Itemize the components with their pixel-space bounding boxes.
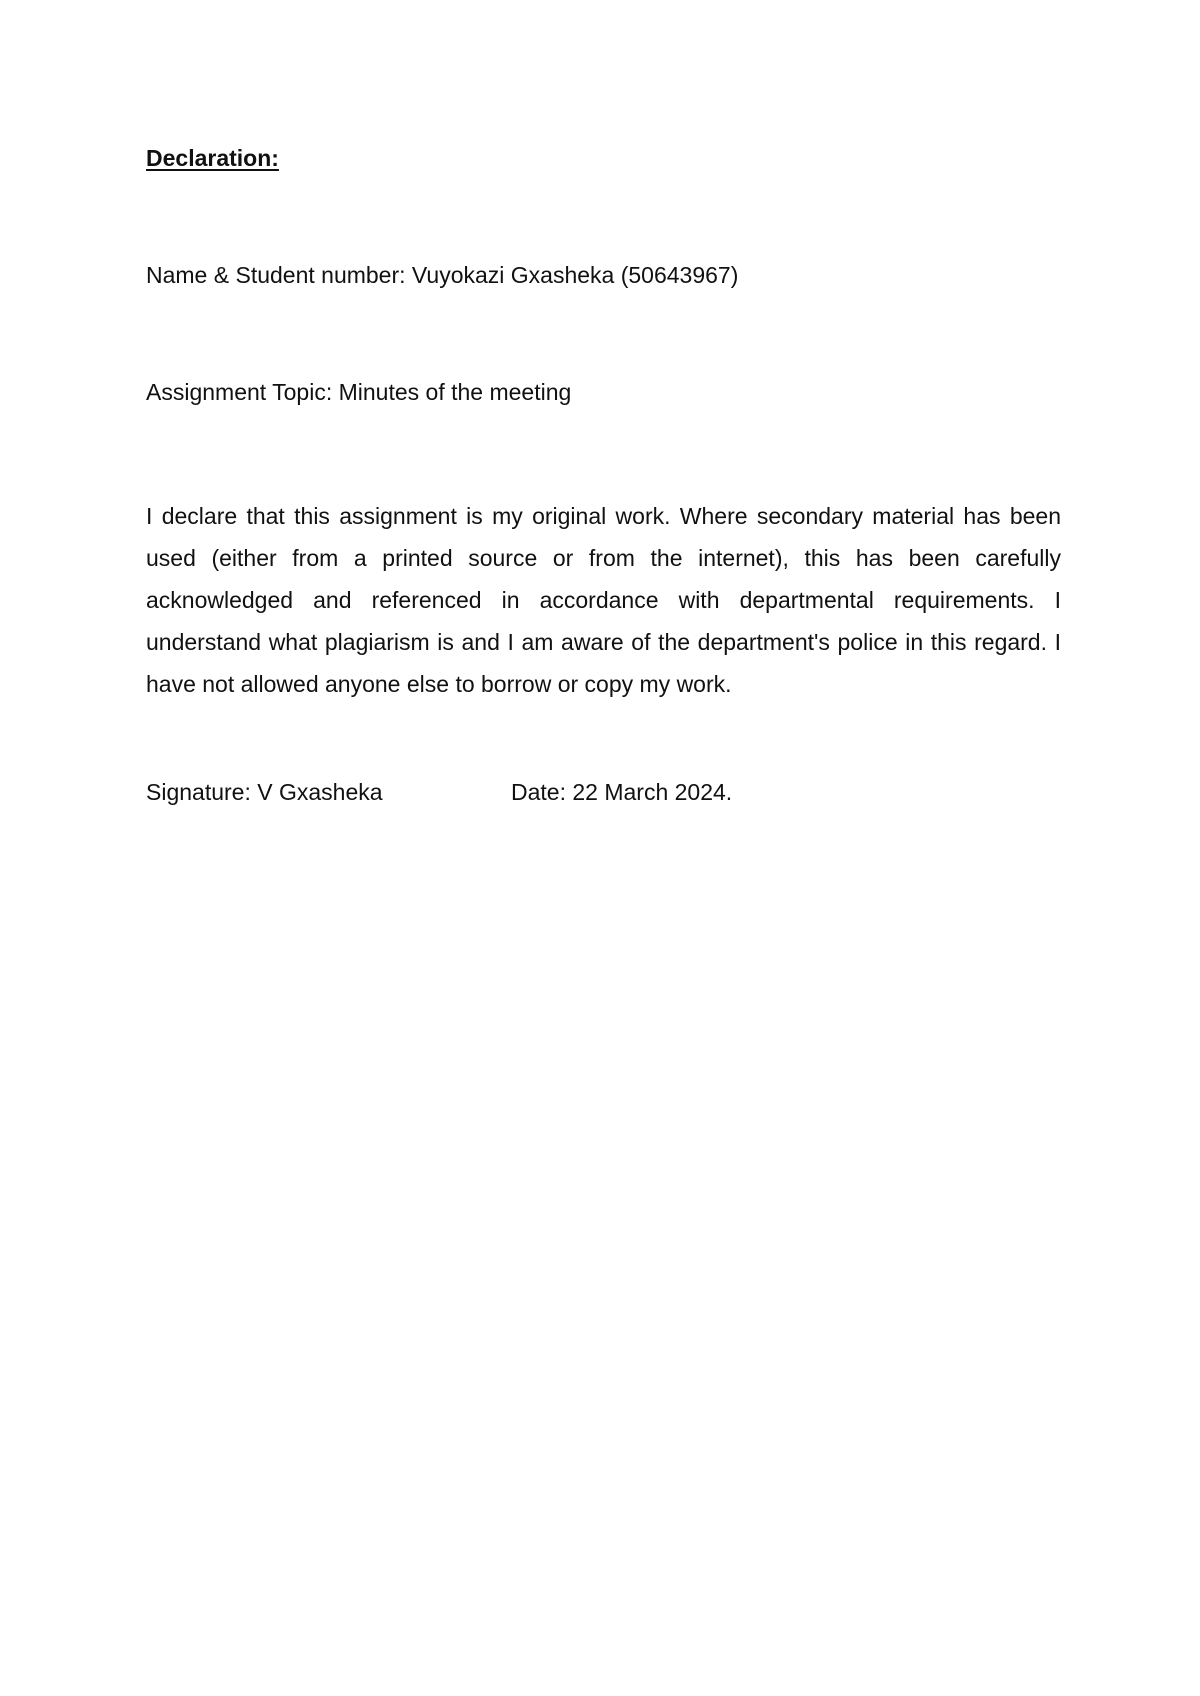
date-text: Date: 22 March 2024. [511,779,733,805]
signature-text: Signature: V Gxasheka [146,779,383,805]
declaration-paragraph: I declare that this assignment is my original work. Where secondary material has been used (either from a printed source or from the internet), this has been carefully acknowledged and referenced in accordance with departmental requirements. I understand what plagiarism is and I am aware of the department's police in this regard. I have not allowed anyone else to borrow or copy my work. [146,503,1061,697]
name-student-number-line: Name & Student number: Vuyokazi Gxasheka (50643967) [146,262,739,288]
declaration-heading: Declaration: [146,145,279,171]
assignment-topic-line: Assignment Topic: Minutes of the meeting [146,379,572,405]
signature-date-row [146,779,1061,806]
